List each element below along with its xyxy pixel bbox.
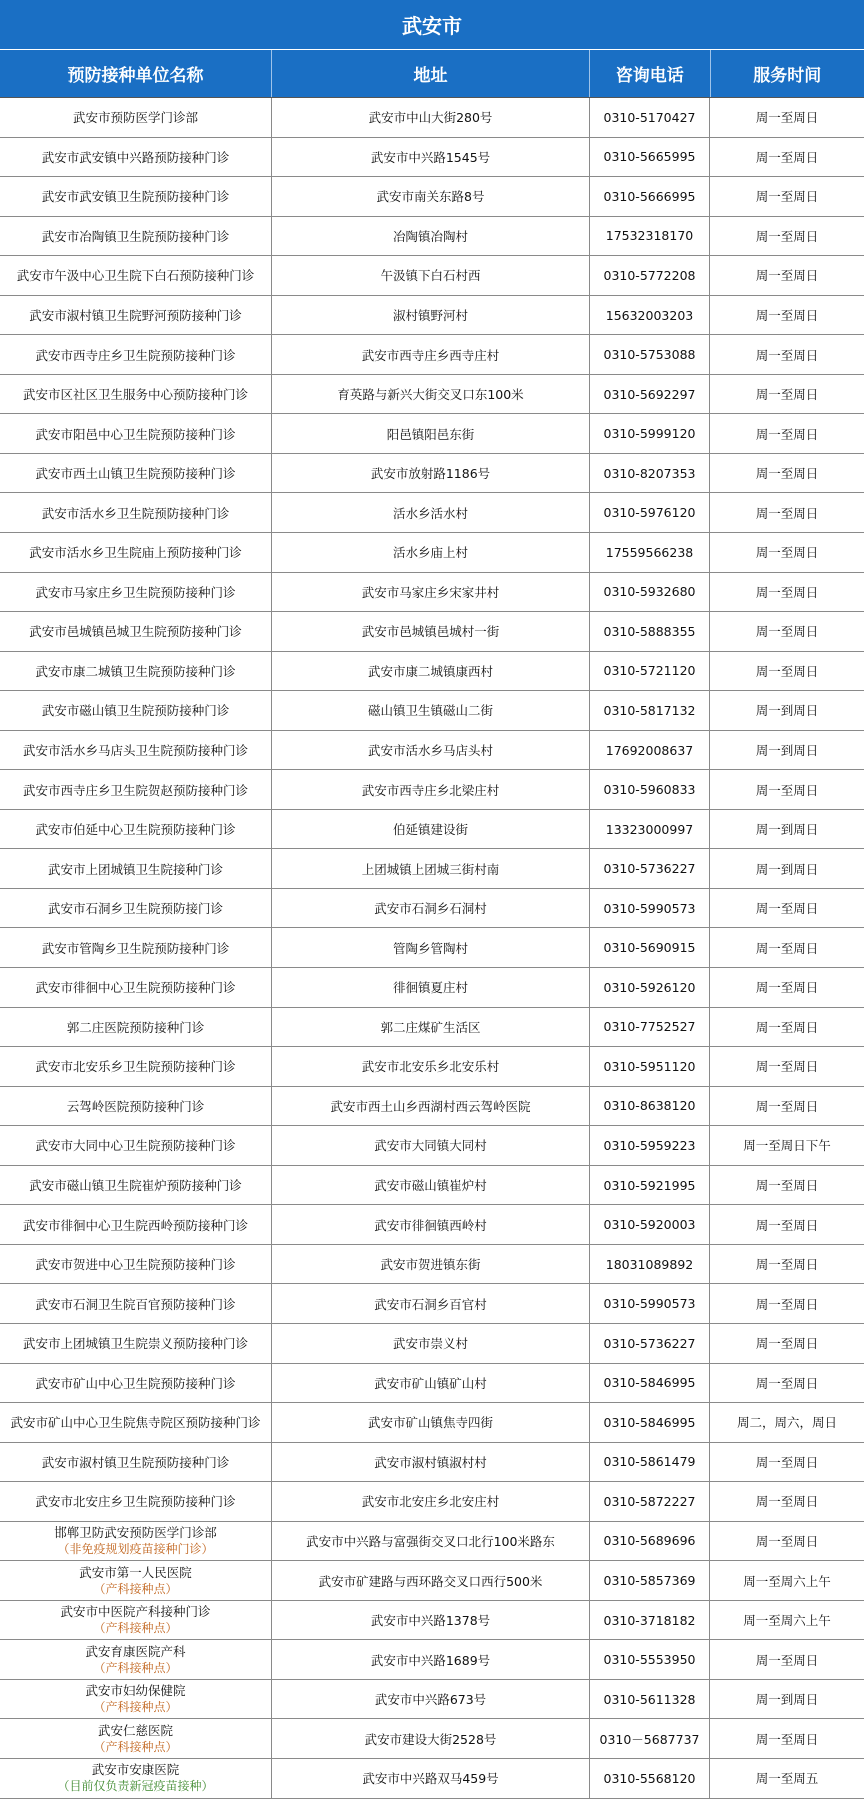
- table-row: [0, 1245, 864, 1285]
- unit-note: （目前仅负责新冠疫苗接种）: [57, 1779, 214, 1794]
- table-row: [0, 731, 864, 771]
- table-row: [0, 968, 864, 1008]
- cell-unit-name: 武安市武安镇卫生院预防接种门诊: [0, 177, 272, 216]
- cell-unit-name: 武安市石洞乡卫生院预防接门诊: [0, 889, 272, 928]
- table-row: [0, 1759, 864, 1799]
- unit-name-text: 武安市安康医院: [91, 1762, 180, 1778]
- cell-phone: 0310-5861479: [590, 1443, 710, 1482]
- table-row: [0, 1601, 864, 1641]
- table-row: [0, 849, 864, 889]
- cell-phone: 0310-5772208: [590, 256, 710, 295]
- cell-unit-name: 武安市上团城镇卫生院接种门诊: [0, 849, 272, 888]
- cell-address: 武安市活水乡马店头村: [272, 731, 590, 770]
- table-row: [0, 1087, 864, 1127]
- cell-address: 武安市贺进镇东街: [272, 1245, 590, 1284]
- table-row: [0, 770, 864, 810]
- cell-service-hours: 周一至周日: [755, 584, 819, 600]
- cell-phone: 0310-3718182: [590, 1601, 710, 1640]
- cell-address: 武安市西土山乡西湖村西云驾岭医院: [272, 1087, 590, 1126]
- table-row: [0, 138, 864, 178]
- cell-service-hours: 周一至周日: [755, 505, 819, 521]
- cell-service-hours: 周一至周日: [755, 901, 819, 917]
- unit-note: （产科接种点）: [93, 1700, 178, 1715]
- cell-service-hours: 周一至周日: [755, 1178, 819, 1194]
- unit-name-text: 武安市中医院产科接种门诊: [60, 1604, 211, 1620]
- cell-service-hours: 周一至周日: [755, 940, 819, 956]
- table-row: [0, 612, 864, 652]
- cell-unit-name: 武安市伯延中心卫生院预防接种门诊: [0, 810, 272, 849]
- cell-address: 武安市中兴路1378号: [272, 1601, 590, 1640]
- unit-name-text: 武安市第一人民医院: [79, 1564, 192, 1580]
- cell-unit-name: 武安市徘徊中心卫生院预防接种门诊: [0, 968, 272, 1007]
- cell-address: 活水乡活水村: [272, 493, 590, 532]
- table-row: [0, 98, 864, 138]
- cell-unit-name: [0, 1680, 272, 1719]
- header-address: 地址: [272, 50, 590, 97]
- table-row: [0, 335, 864, 375]
- cell-service-hours: 周一至周日: [755, 1098, 819, 1114]
- table-row: [0, 1403, 864, 1443]
- cell-unit-name: 武安市大同中心卫生院预防接种门诊: [0, 1126, 272, 1165]
- cell-address: 午汲镇下白石村西: [272, 256, 590, 295]
- cell-service-hours: 周一到周日: [755, 703, 819, 719]
- cell-address: 伯延镇建设街: [272, 810, 590, 849]
- cell-phone: 0310-5926120: [590, 968, 710, 1007]
- cell-service-hours: 周一到周日: [755, 822, 819, 838]
- cell-phone: 0310-5568120: [590, 1759, 710, 1798]
- table-row: [0, 1680, 864, 1720]
- cell-address: 武安市北安庄乡北安庄村: [272, 1482, 590, 1521]
- cell-unit-name: [0, 1601, 272, 1640]
- cell-unit-name: 武安市武安镇中兴路预防接种门诊: [0, 138, 272, 177]
- cell-address: 郭二庄煤矿生活区: [272, 1008, 590, 1047]
- cell-service-hours: 周一至周日: [755, 228, 819, 244]
- cell-address: 淑村镇野河村: [272, 296, 590, 335]
- cell-phone: 0310-5692297: [590, 375, 710, 414]
- cell-service-hours: 周一至周五: [755, 1771, 819, 1787]
- cell-unit-name: [0, 1522, 272, 1561]
- table-row: [0, 1443, 864, 1483]
- table-row: [0, 217, 864, 257]
- cell-phone: 17692008637: [590, 731, 710, 770]
- cell-address: 武安市徘徊镇西岭村: [272, 1205, 590, 1244]
- cell-phone: 0310-5689696: [590, 1522, 710, 1561]
- table-row: [0, 1719, 864, 1759]
- table-row: [0, 454, 864, 494]
- cell-phone: 0310-5736227: [590, 849, 710, 888]
- cell-unit-name: 武安市徘徊中心卫生院西岭预防接种门诊: [0, 1205, 272, 1244]
- table-row: [0, 493, 864, 533]
- cell-phone: 0310-8207353: [590, 454, 710, 493]
- cell-service-hours: 周一至周日: [755, 1059, 819, 1075]
- cell-phone: 0310－5687737: [590, 1719, 710, 1758]
- cell-service-hours: 周二，周六，周日: [736, 1415, 837, 1431]
- cell-service-hours: 周一至周日: [755, 466, 819, 482]
- cell-unit-name: [0, 1561, 272, 1600]
- cell-address: 武安市磁山镇崔炉村: [272, 1166, 590, 1205]
- table-body: [0, 97, 864, 1799]
- table-row: [0, 1284, 864, 1324]
- cell-address: 徘徊镇夏庄村: [272, 968, 590, 1007]
- cell-service-hours: 周一至周日: [755, 1731, 819, 1747]
- table-row: [0, 1561, 864, 1601]
- cell-address: 武安市西寺庄乡北梁庄村: [272, 770, 590, 809]
- cell-service-hours: 周一至周日: [755, 268, 819, 284]
- cell-phone: 17559566238: [590, 533, 710, 572]
- header-service-hours: 服务时间: [753, 66, 822, 86]
- cell-phone: 0310-5817132: [590, 691, 710, 730]
- table-row: [0, 573, 864, 613]
- table-row: [0, 414, 864, 454]
- cell-phone: 0310-5611328: [590, 1680, 710, 1719]
- cell-service-hours: 周一至周日: [755, 1296, 819, 1312]
- table-row: [0, 1364, 864, 1404]
- cell-unit-name: 云驾岭医院预防接种门诊: [0, 1087, 272, 1126]
- header-unit-name: 预防接种单位名称: [0, 50, 272, 97]
- cell-address: 武安市建设大街2528号: [272, 1719, 590, 1758]
- cell-phone: 0310-5959223: [590, 1126, 710, 1165]
- cell-unit-name: 武安市管陶乡卫生院预防接种门诊: [0, 928, 272, 967]
- cell-phone: 0310-5990573: [590, 1284, 710, 1323]
- cell-phone: 0310-5170427: [590, 98, 710, 137]
- cell-unit-name: [0, 1759, 272, 1798]
- cell-phone: 18031089892: [590, 1245, 710, 1284]
- cell-service-hours: 周一到周日: [755, 861, 819, 877]
- cell-address: 上团城镇上团城三街村南: [272, 849, 590, 888]
- cell-unit-name: 武安市淑村镇卫生院预防接种门诊: [0, 1443, 272, 1482]
- cell-unit-name: 武安市活水乡卫生院庙上预防接种门诊: [0, 533, 272, 572]
- cell-unit-name: 武安市预防医学门诊部: [0, 98, 272, 137]
- cell-phone: 0310-5665995: [590, 138, 710, 177]
- cell-unit-name: 武安市西寺庄乡卫生院贺赵预防接种门诊: [0, 770, 272, 809]
- unit-note: （产科接种点）: [93, 1739, 178, 1754]
- cell-unit-name: 武安市北安庄乡卫生院预防接种门诊: [0, 1482, 272, 1521]
- table-row: [0, 1482, 864, 1522]
- cell-service-hours: 周一至周六上午: [743, 1573, 831, 1589]
- unit-name-text: 邯郸卫防武安预防医学门诊部: [54, 1524, 217, 1540]
- cell-unit-name: 武安市区社区卫生服务中心预防接种门诊: [0, 375, 272, 414]
- cell-unit-name: 武安市马家庄乡卫生院预防接种门诊: [0, 573, 272, 612]
- cell-phone: 0310-5846995: [590, 1364, 710, 1403]
- cell-phone: 0310-5721120: [590, 652, 710, 691]
- cell-service-hours: 周一至周日: [755, 387, 819, 403]
- cell-address: 武安市北安乐乡北安乐村: [272, 1047, 590, 1086]
- cell-unit-name: 武安市磁山镇卫生院崔炉预防接种门诊: [0, 1166, 272, 1205]
- table-row: [0, 1166, 864, 1206]
- cell-phone: 0310-5753088: [590, 335, 710, 374]
- cell-phone: 0310-8638120: [590, 1087, 710, 1126]
- cell-unit-name: 武安市矿山中心卫生院焦寺院区预防接种门诊: [0, 1403, 272, 1442]
- table-header-row: [0, 50, 864, 97]
- cell-service-hours: 周一至周日下午: [743, 1138, 831, 1154]
- cell-service-hours: 周一至周日: [755, 624, 819, 640]
- cell-unit-name: 武安市午汲中心卫生院下白石预防接种门诊: [0, 256, 272, 295]
- cell-address: 武安市中兴路与富强街交叉口北行100米路东: [272, 1522, 590, 1561]
- table-row: [0, 375, 864, 415]
- cell-service-hours: 周一至周日: [755, 1336, 819, 1352]
- header-phone: 咨询电话: [590, 50, 711, 97]
- cell-unit-name: 郭二庄医院预防接种门诊: [0, 1008, 272, 1047]
- cell-address: 磁山镇卫生镇磁山二街: [272, 691, 590, 730]
- unit-note: （产科接种点）: [93, 1581, 178, 1596]
- cell-address: 武安市大同镇大同村: [272, 1126, 590, 1165]
- cell-unit-name: 武安市矿山中心卫生院预防接种门诊: [0, 1364, 272, 1403]
- cell-unit-name: 武安市西寺庄乡卫生院预防接种门诊: [0, 335, 272, 374]
- table-row: [0, 691, 864, 731]
- table-row: [0, 1008, 864, 1048]
- cell-address: 武安市崇义村: [272, 1324, 590, 1363]
- cell-address: 武安市西寺庄乡西寺庄村: [272, 335, 590, 374]
- cell-service-hours: 周一至周日: [755, 149, 819, 165]
- unit-note: （产科接种点）: [93, 1621, 178, 1636]
- cell-unit-name: 武安市活水乡马店头卫生院预防接种门诊: [0, 731, 272, 770]
- cell-address: 武安市马家庄乡宋家井村: [272, 573, 590, 612]
- cell-service-hours: 周一至周日: [755, 1257, 819, 1273]
- cell-address: 武安市放射路1186号: [272, 454, 590, 493]
- cell-address: 武安市邑城镇邑城村一街: [272, 612, 590, 651]
- cell-address: 武安市矿山镇矿山村: [272, 1364, 590, 1403]
- cell-phone: 0310-5888355: [590, 612, 710, 651]
- cell-service-hours: 周一到周日: [755, 1692, 819, 1708]
- cell-address: 武安市中兴路1689号: [272, 1640, 590, 1679]
- cell-address: 武安市中兴路双马459号: [272, 1759, 590, 1798]
- unit-name-text: 武安育康医院产科: [85, 1643, 186, 1659]
- cell-phone: 0310-5553950: [590, 1640, 710, 1679]
- cell-address: 育英路与新兴大街交叉口东100米: [272, 375, 590, 414]
- table-row: [0, 810, 864, 850]
- cell-service-hours: 周一至周日: [755, 1454, 819, 1470]
- cell-service-hours: 周一至周日: [755, 545, 819, 561]
- cell-address: 冶陶镇冶陶村: [272, 217, 590, 256]
- cell-phone: 0310-5951120: [590, 1047, 710, 1086]
- table-row: [0, 296, 864, 336]
- cell-phone: 0310-5960833: [590, 770, 710, 809]
- cell-address: 武安市中兴路673号: [272, 1680, 590, 1719]
- cell-address: 阳邑镇阳邑东街: [272, 414, 590, 453]
- cell-service-hours: 周一至周日: [755, 347, 819, 363]
- cell-unit-name: [0, 1719, 272, 1758]
- cell-service-hours: 周一至周日: [755, 189, 819, 205]
- cell-phone: 0310-7752527: [590, 1008, 710, 1047]
- table-row: [0, 1522, 864, 1562]
- table-row: [0, 928, 864, 968]
- cell-service-hours: 周一至周六上午: [743, 1613, 831, 1629]
- cell-service-hours: 周一至周日: [755, 1533, 819, 1549]
- cell-phone: 0310-5976120: [590, 493, 710, 532]
- cell-service-hours: 周一到周日: [755, 743, 819, 759]
- cell-address: 武安市石洞乡百官村: [272, 1284, 590, 1323]
- table-row: [0, 1324, 864, 1364]
- unit-note: （产科接种点）: [93, 1660, 178, 1675]
- cell-phone: 13323000997: [590, 810, 710, 849]
- cell-address: 武安市石洞乡石洞村: [272, 889, 590, 928]
- cell-phone: 0310-5932680: [590, 573, 710, 612]
- cell-service-hours: 周一至周日: [755, 1652, 819, 1668]
- cell-phone: 0310-5921995: [590, 1166, 710, 1205]
- unit-name-text: 武安市妇幼保健院: [85, 1683, 186, 1699]
- cell-unit-name: 武安市西土山镇卫生院预防接种门诊: [0, 454, 272, 493]
- cell-address: 武安市中山大街280号: [272, 98, 590, 137]
- cell-service-hours: 周一至周日: [755, 1217, 819, 1233]
- cell-service-hours: 周一至周日: [755, 782, 819, 798]
- cell-service-hours: 周一至周日: [755, 663, 819, 679]
- cell-phone: 0310-5990573: [590, 889, 710, 928]
- table-title: 武安市: [0, 0, 864, 50]
- cell-address: 武安市矿山镇焦寺四街: [272, 1403, 590, 1442]
- cell-address: 武安市中兴路1545号: [272, 138, 590, 177]
- cell-phone: 0310-5857369: [590, 1561, 710, 1600]
- cell-address: 武安市康二城镇康西村: [272, 652, 590, 691]
- cell-unit-name: 武安市冶陶镇卫生院预防接种门诊: [0, 217, 272, 256]
- table-row: [0, 1205, 864, 1245]
- table-row: [0, 256, 864, 296]
- cell-service-hours: 周一至周日: [755, 980, 819, 996]
- cell-unit-name: 武安市活水乡卫生院预防接种门诊: [0, 493, 272, 532]
- cell-service-hours: 周一至周日: [755, 308, 819, 323]
- cell-address: 活水乡庙上村: [272, 533, 590, 572]
- table-row: [0, 533, 864, 573]
- cell-service-hours: 周一至周日: [755, 110, 819, 126]
- table-row: [0, 652, 864, 692]
- table-row: [0, 177, 864, 217]
- cell-phone: 0310-5999120: [590, 414, 710, 453]
- table-row: [0, 1126, 864, 1166]
- cell-service-hours: 周一至周日: [755, 1494, 819, 1510]
- cell-phone: 15632003203: [590, 296, 710, 335]
- unit-name-text: 武安仁慈医院: [97, 1722, 173, 1738]
- cell-unit-name: 武安市北安乐乡卫生院预防接种门诊: [0, 1047, 272, 1086]
- cell-unit-name: 武安市康二城镇卫生院预防接种门诊: [0, 652, 272, 691]
- cell-service-hours: 周一至周日: [755, 1375, 819, 1391]
- table-row: [0, 889, 864, 929]
- table-row: [0, 1047, 864, 1087]
- cell-phone: 0310-5690915: [590, 928, 710, 967]
- cell-address: 武安市淑村镇淑村村: [272, 1443, 590, 1482]
- cell-phone: 0310-5736227: [590, 1324, 710, 1363]
- cell-phone: 0310-5666995: [590, 177, 710, 216]
- cell-unit-name: 武安市阳邑中心卫生院预防接种门诊: [0, 414, 272, 453]
- cell-phone: 0310-5872227: [590, 1482, 710, 1521]
- cell-unit-name: 武安市石洞卫生院百官预防接种门诊: [0, 1284, 272, 1323]
- cell-phone: 0310-5846995: [590, 1403, 710, 1442]
- cell-address: 管陶乡管陶村: [272, 928, 590, 967]
- cell-unit-name: [0, 1640, 272, 1679]
- cell-unit-name: 武安市淑村镇卫生院野河预防接种门诊: [0, 296, 272, 335]
- cell-address: 武安市矿建路与西环路交叉口西行500米: [272, 1561, 590, 1600]
- cell-address: 武安市南关东路8号: [272, 177, 590, 216]
- cell-unit-name: 武安市磁山镇卫生院预防接种门诊: [0, 691, 272, 730]
- cell-service-hours: 周一至周日: [755, 426, 819, 442]
- cell-unit-name: 武安市贺进中心卫生院预防接种门诊: [0, 1245, 272, 1284]
- cell-unit-name: 武安市上团城镇卫生院崇义预防接种门诊: [0, 1324, 272, 1363]
- table-row: [0, 1640, 864, 1680]
- unit-note: （非免疫规划疫苗接种门诊）: [57, 1541, 214, 1556]
- cell-service-hours: 周一至周日: [755, 1019, 819, 1035]
- cell-unit-name: 武安市邑城镇邑城卫生院预防接种门诊: [0, 612, 272, 651]
- cell-phone: 17532318170: [590, 217, 710, 256]
- cell-phone: 0310-5920003: [590, 1205, 710, 1244]
